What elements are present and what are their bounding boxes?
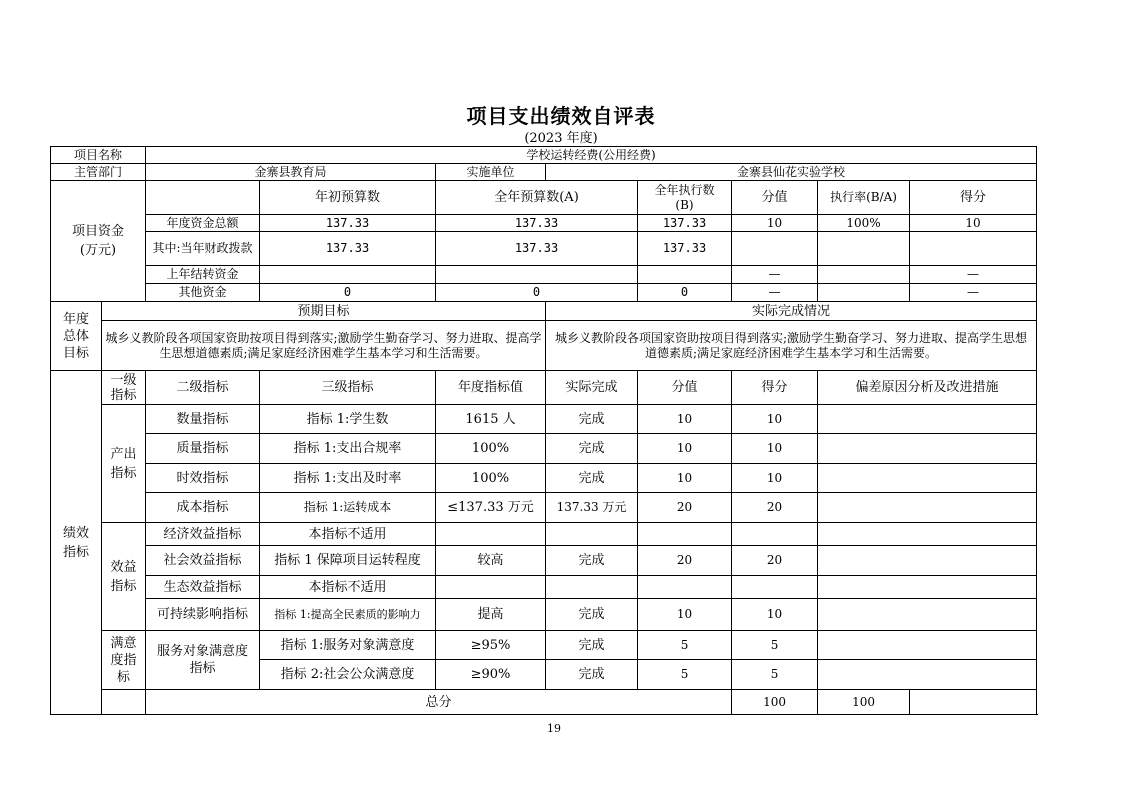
indicator-l2: 数量指标 [146,405,260,434]
goals-label: 年度 总体 目标 [51,302,102,371]
indicator-l3: 本指标不适用 [260,576,436,599]
indicator-target: 提高 [436,599,546,631]
funds-initial: 137.33 [260,215,436,232]
indicator-target: 100% [436,434,546,464]
indicator-target: ≤137.33 万元 [436,493,546,523]
project-name-row [51,147,1037,164]
funds-score: — [910,284,1037,302]
indicator-actual: 完成 [546,631,638,660]
indicator-l2: 生态效益指标 [146,576,260,599]
indicator-score: 10 [732,599,818,631]
dept-row [51,164,1037,181]
indicator-actual: 完成 [546,546,638,576]
indicator-row [51,631,1037,660]
funds-score [910,232,1037,266]
funds-annual: 137.33 [436,215,638,232]
indicator-actual [546,523,638,546]
indicator-score: 20 [732,493,818,523]
indicator-l3: 指标 1 保障项目运转程度 [260,546,436,576]
indicator-target: ≥90% [436,660,546,690]
indicator-l3: 指标 1:提高全民素质的影响力 [260,599,436,631]
indicator-target: 较高 [436,546,546,576]
total-score: 100 [818,690,910,715]
funds-annual: 0 [436,284,638,302]
indicator-score [732,576,818,599]
funds-rate [818,266,910,284]
project-name-value: 学校运转经费(公用经费) [146,147,1037,164]
indicator-l3: 指标 1:支出及时率 [260,464,436,493]
funds-executed: 0 [638,284,732,302]
satisfaction-indicator-label: 满意 度指 标 [102,631,146,690]
satisfaction-l2: 服务对象满意度 指标 [146,631,260,690]
total-label: 总分 [146,690,732,715]
indicator-value: 5 [638,631,732,660]
funds-header-annual: 全年预算数(A) [436,181,638,215]
indicator-actual: 137.33 万元 [546,493,638,523]
funds-header-blank [146,181,260,215]
funds-rate [818,284,910,302]
funds-header-row [51,181,1037,215]
indicator-deviation [818,576,1037,599]
indicator-deviation [818,546,1037,576]
funds-row-name: 其他资金 [146,284,260,302]
indicator-score: 10 [732,434,818,464]
funds-header-rate: 执行率(B/A) [818,181,910,215]
total-row [51,690,1037,715]
page-number: 19 [547,722,561,735]
indicator-header-target: 年度指标值 [436,371,546,405]
indicator-row [51,576,1037,599]
indicator-l2: 时效指标 [146,464,260,493]
total-blank [102,690,146,715]
indicator-l3: 指标 2:社会公众满意度 [260,660,436,690]
indicator-value: 10 [638,405,732,434]
funds-row [51,215,1037,232]
funds-executed: 137.33 [638,215,732,232]
indicator-score [732,523,818,546]
funds-score-value: 10 [732,215,818,232]
indicator-actual: 完成 [546,599,638,631]
indicator-target [436,523,546,546]
indicators-header-row [51,371,1037,405]
funds-annual: 137.33 [436,232,638,266]
funds-row-name: 上年结转资金 [146,266,260,284]
expected-goal-label: 预期目标 [102,302,546,321]
indicator-deviation [818,599,1037,631]
indicator-value [638,523,732,546]
indicator-score: 5 [732,631,818,660]
funds-header-score: 得分 [910,181,1037,215]
indicator-score: 5 [732,660,818,690]
evaluation-table [50,146,1037,715]
funds-score-value [732,232,818,266]
funds-row-name: 其中:当年财政拨款 [146,232,260,266]
indicator-header-score: 得分 [732,371,818,405]
dept-value: 金寨县教育局 [146,164,436,181]
goals-header-row [51,302,1037,321]
indicator-l2: 质量指标 [146,434,260,464]
indicator-score: 10 [732,464,818,493]
indicator-header-value: 分值 [638,371,732,405]
indicator-l2: 成本指标 [146,493,260,523]
unit-value: 金寨县仙花实验学校 [546,164,1037,181]
indicator-actual: 完成 [546,434,638,464]
indicator-value: 10 [638,464,732,493]
funds-score-value: — [732,266,818,284]
funds-header-executed: 全年执行数 (B) [638,181,732,215]
indicator-l3: 指标 1:支出合规率 [260,434,436,464]
indicator-target: 100% [436,464,546,493]
indicator-value: 10 [638,599,732,631]
indicator-value: 20 [638,493,732,523]
indicator-header-actual: 实际完成 [546,371,638,405]
funds-executed [638,266,732,284]
indicator-score: 20 [732,546,818,576]
indicator-header-l3: 三级指标 [260,371,436,405]
indicator-deviation [818,631,1037,660]
funds-score: 10 [910,215,1037,232]
indicator-header-l1: 一级 指标 [102,371,146,405]
indicator-actual [546,576,638,599]
indicator-value: 5 [638,660,732,690]
expected-goal-text: 城乡义教阶段各项国家资助按项目得到落实;激励学生勤奋学习、努力进取、提高学生思想道德素质;满足家庭经济困难学生基本学习和生活需要。 [102,321,546,371]
funds-initial [260,266,436,284]
indicator-l2: 经济效益指标 [146,523,260,546]
indicator-l2: 可持续影响指标 [146,599,260,631]
indicator-value: 20 [638,546,732,576]
project-name-label: 项目名称 [51,147,146,164]
indicator-l3: 指标 1:服务对象满意度 [260,631,436,660]
actual-goal-label: 实际完成情况 [546,302,1037,321]
indicator-score: 10 [732,405,818,434]
funds-row-name: 年度资金总额 [146,215,260,232]
indicator-row [51,434,1037,464]
funds-initial: 137.33 [260,232,436,266]
benefit-indicator-label: 效益 指标 [102,523,146,631]
indicator-row [51,464,1037,493]
indicator-value: 10 [638,434,732,464]
funds-row [51,232,1037,266]
funds-label: 项目资金 (万元) [51,181,146,302]
indicator-actual: 完成 [546,405,638,434]
indicator-row [51,546,1037,576]
indicator-deviation [818,464,1037,493]
indicator-row [51,599,1037,631]
indicator-l2: 社会效益指标 [146,546,260,576]
output-indicator-label: 产出 指标 [102,405,146,523]
dept-label: 主管部门 [51,164,146,181]
indicator-value [638,576,732,599]
funds-score-value: — [732,284,818,302]
indicator-header-deviation: 偏差原因分析及改进措施 [818,371,1037,405]
indicator-header-l2: 二级指标 [146,371,260,405]
actual-goal-text: 城乡义教阶段各项国家资助按项目得到落实;激励学生勤奋学习、努力进取、提高学生思想道德素质;满足家庭经济困难学生基本学习和生活需要。 [546,321,1037,371]
indicator-target [436,576,546,599]
funds-header-initial: 年初预算数 [260,181,436,215]
indicator-row [51,493,1037,523]
indicator-target: 1615 人 [436,405,546,434]
indicator-actual: 完成 [546,464,638,493]
total-deviation [910,690,1037,715]
funds-executed: 137.33 [638,232,732,266]
indicator-deviation [818,660,1037,690]
goals-content-row [51,321,1037,371]
indicator-l3: 本指标不适用 [260,523,436,546]
indicator-l3: 指标 1:运转成本 [260,493,436,523]
page-title: 项目支出绩效自评表 [466,104,656,128]
indicator-deviation [818,405,1037,434]
total-value: 100 [732,690,818,715]
indicators-label: 绩效 指标 [51,371,102,715]
funds-rate [818,232,910,266]
indicator-row [51,405,1037,434]
indicator-row [51,523,1037,546]
indicator-actual: 完成 [546,660,638,690]
indicator-target: ≥95% [436,631,546,660]
unit-label: 实施单位 [436,164,546,181]
page-subtitle: (2023 年度) [524,131,598,146]
funds-row [51,284,1037,302]
funds-rate: 100% [818,215,910,232]
funds-row [51,266,1037,284]
indicator-deviation [818,434,1037,464]
funds-score: — [910,266,1037,284]
indicator-deviation [818,493,1037,523]
indicator-l3: 指标 1:学生数 [260,405,436,434]
funds-initial: 0 [260,284,436,302]
funds-header-score-value: 分值 [732,181,818,215]
indicator-deviation [818,523,1037,546]
funds-annual [436,266,638,284]
